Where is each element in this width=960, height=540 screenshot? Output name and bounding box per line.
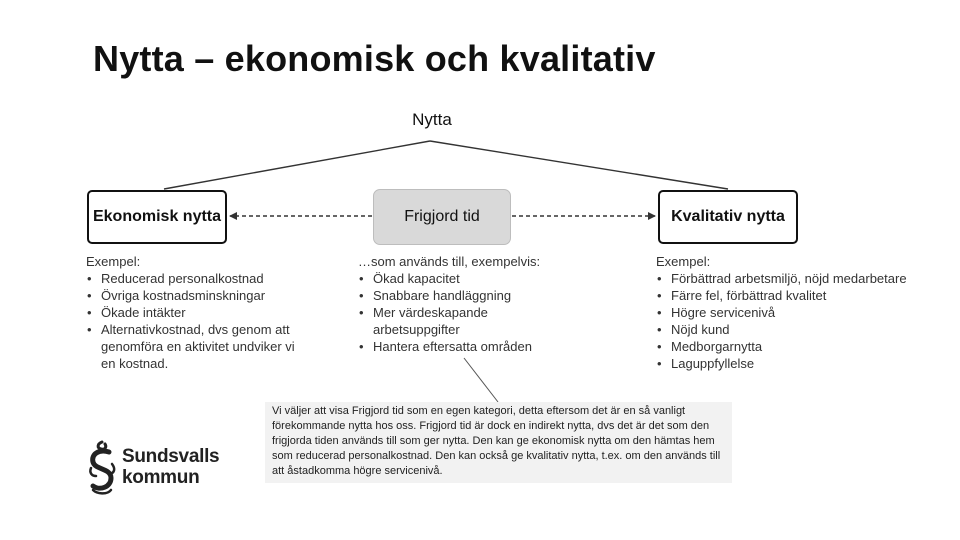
ekonomisk-examples-list: [86, 270, 301, 372]
list-item: • Mer värdeskapande arbetsuppgifter: [358, 304, 573, 338]
logo-line-2: kommun: [122, 467, 200, 488]
root-label: Nytta: [412, 110, 452, 129]
sundsvalls-kommun-logo: [85, 440, 235, 496]
explanation-note: Vi väljer att visa Frigjord tid som en egen kategori, detta eftersom det är en så vanligt förekommande nytta hos oss. Frigjord tid är dock en indirekt nytta, dvs det är det som den frigjorda tiden används till som ger nytta. Den kan ge ekonomisk nytta om den hämtas hem som reducerad personalkostnad. Den kan också ge kvalitativ nytta, t.ex. om den används till att åstadkomma högre servicenivå.: [265, 402, 732, 483]
note-pointer-line: [464, 358, 498, 402]
ekonomisk-examples: [86, 253, 301, 372]
frigjord-examples-intro: …som används till, exempelvis:: [358, 254, 541, 269]
node-frigjord-tid: [373, 189, 511, 245]
node-ekonomisk-nytta: [87, 190, 227, 244]
list-item: • Snabbare handläggning: [358, 287, 573, 304]
logo-line-1: Sundsvalls: [122, 446, 220, 467]
node-ekonomisk-label: Ekonomisk nytta: [92, 208, 222, 225]
list-item: • Alternativkostnad, dvs genom att genomföra en aktivitet undviker vi en kostnad.: [86, 321, 301, 372]
tree-line-right: [430, 141, 728, 189]
list-item: • Hantera eftersatta områden: [358, 338, 573, 355]
ekonomisk-examples-intro: Exempel:: [86, 254, 141, 269]
node-kvalitativ-nytta: [658, 190, 798, 244]
list-item: • Högre servicenivå: [656, 304, 946, 321]
tree-line-left: [164, 141, 430, 189]
sundsvall-seahorse-icon: [85, 440, 119, 496]
logo-wordmark: [122, 446, 219, 488]
list-item: • Medborgarnytta: [656, 338, 946, 355]
list-item: • Ökad kapacitet: [358, 270, 573, 287]
list-item: • Ökade intäkter: [86, 304, 301, 321]
list-item: • Färre fel, förbättrad kvalitet: [656, 287, 946, 304]
kvalitativ-examples: [656, 253, 946, 372]
page-title: Nytta – ekonomisk och kvalitativ: [93, 38, 656, 79]
kvalitativ-examples-list: [656, 270, 946, 372]
node-kvalitativ-label: Kvalitativ nytta: [671, 208, 785, 225]
frigjord-examples: [358, 253, 573, 355]
frigjord-examples-list: [358, 270, 573, 355]
list-item: • Förbättrad arbetsmiljö, nöjd medarbetare: [656, 270, 946, 287]
list-item: • Reducerad personalkostnad: [86, 270, 301, 287]
list-item: • Laguppfyllelse: [656, 355, 946, 372]
node-frigjord-label: Frigjord tid: [404, 208, 480, 225]
kvalitativ-examples-intro: Exempel:: [656, 254, 711, 269]
list-item: • Nöjd kund: [656, 321, 946, 338]
list-item: • Övriga kostnadsminskningar: [86, 287, 301, 304]
